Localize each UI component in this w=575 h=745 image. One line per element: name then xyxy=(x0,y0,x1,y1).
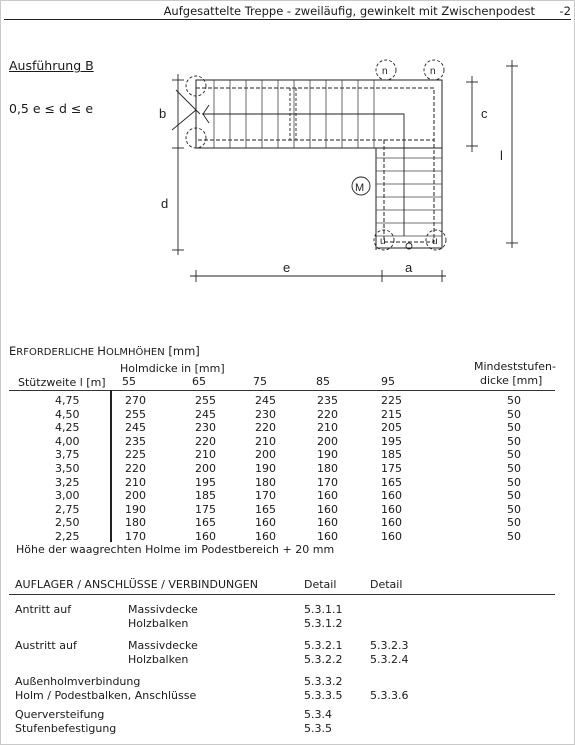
variant-condition: 0,5 e ≤ d ≤ e xyxy=(9,101,94,116)
row-cell: 170 xyxy=(255,489,276,503)
row-span: 2,50 xyxy=(55,516,80,530)
row-cell: 160 xyxy=(317,530,338,543)
row-cell: 160 xyxy=(381,530,402,543)
col-95: 95 xyxy=(381,375,395,388)
row-cell: 185 xyxy=(381,448,402,462)
row-cell: 190 xyxy=(317,448,338,462)
row-span: 4,50 xyxy=(55,407,80,421)
row-min: 50 xyxy=(507,502,521,516)
row-cell: 245 xyxy=(125,421,146,435)
row-cell: 160 xyxy=(255,530,276,543)
variant-title: Ausführung B xyxy=(9,58,94,73)
row-cell: 180 xyxy=(317,462,338,475)
col-65: 65 xyxy=(192,375,206,388)
row-cell: 160 xyxy=(317,489,338,503)
row-cell: 210 xyxy=(195,448,216,462)
holm-table-title: ERFORDERLICHE HOLMHÖHEN [mm] xyxy=(9,344,200,358)
row-cell: 210 xyxy=(255,434,276,448)
span-header: Stützweite l [m] xyxy=(18,376,106,389)
row-min: 50 xyxy=(507,394,521,407)
connection-d1: 5.3.3.5 xyxy=(304,689,343,702)
row-cell: 180 xyxy=(255,475,276,489)
row-cell: 175 xyxy=(195,502,216,516)
connection-d1: 5.3.2.2 xyxy=(304,653,343,666)
min-thickness-header-2: dicke [mm] xyxy=(480,374,543,387)
row-span: 3,75 xyxy=(55,448,80,462)
row-cell: 245 xyxy=(195,407,216,421)
row-cell: 160 xyxy=(317,502,338,516)
row-cell: 165 xyxy=(255,502,276,516)
row-span: 3,50 xyxy=(55,462,80,475)
table-footnote: Höhe der waagrechten Holme im Podestbereich + 20 mm xyxy=(16,543,335,556)
connection-d1: 5.3.3.2 xyxy=(304,675,343,688)
detail-header-2: Detail xyxy=(370,578,403,591)
row-span: 2,25 xyxy=(55,530,80,543)
connections-title: AUFLAGER / ANSCHLÜSSE / VERBINDUNGEN xyxy=(15,578,258,591)
row-min: 50 xyxy=(507,407,521,421)
row-cell: 255 xyxy=(195,394,216,407)
connection-sub: Holzbalken xyxy=(128,653,189,666)
connection-label: Austritt auf xyxy=(15,639,77,652)
connection-d2: 5.3.2.3 xyxy=(370,639,409,652)
row-min: 50 xyxy=(507,489,521,503)
connection-label: Außenholmverbindung xyxy=(15,675,141,688)
min-thickness-header-1: Mindeststufen- xyxy=(474,360,556,373)
stair-plan-drawing xyxy=(150,52,530,292)
col-85: 85 xyxy=(316,375,330,388)
row-min: 50 xyxy=(507,475,521,489)
row-min: 50 xyxy=(507,448,521,462)
row-cell: 160 xyxy=(381,502,402,516)
header-rule xyxy=(4,19,571,20)
label-c: c xyxy=(481,106,488,121)
connection-label: Querversteifung xyxy=(15,708,105,721)
row-cell: 160 xyxy=(381,489,402,503)
col-75: 75 xyxy=(253,375,267,388)
label-u1: u xyxy=(380,236,386,247)
connection-label: Stufenbefestigung xyxy=(15,722,117,735)
row-cell: 170 xyxy=(317,475,338,489)
row-min: 50 xyxy=(507,462,521,475)
row-cell: 160 xyxy=(317,516,338,530)
label-n1: n xyxy=(382,66,388,77)
page-number: -2 xyxy=(559,4,571,18)
row-cell: 235 xyxy=(125,434,146,448)
row-cell: 255 xyxy=(125,407,146,421)
connection-sub: Massivdecke xyxy=(128,603,198,616)
connections-rule xyxy=(9,594,555,595)
row-span: 4,75 xyxy=(55,394,80,407)
row-cell: 165 xyxy=(195,516,216,530)
label-u2: u xyxy=(432,236,438,247)
row-cell: 230 xyxy=(195,421,216,435)
row-cell: 235 xyxy=(317,394,338,407)
row-span: 3,00 xyxy=(55,489,80,503)
connection-d1: 5.3.5 xyxy=(304,722,332,735)
row-cell: 160 xyxy=(381,516,402,530)
row-min: 50 xyxy=(507,434,521,448)
label-d: d xyxy=(161,196,169,211)
table-vertical-rule xyxy=(110,390,112,542)
row-cell: 200 xyxy=(195,462,216,475)
row-cell: 215 xyxy=(381,407,402,421)
row-cell: 210 xyxy=(125,475,146,489)
connection-sub: Holzbalken xyxy=(128,617,189,630)
connection-label: Holm / Podestbalken, Anschlüsse xyxy=(15,689,197,702)
row-cell: 225 xyxy=(381,394,402,407)
row-cell: 190 xyxy=(255,462,276,475)
connection-d1: 5.3.1.2 xyxy=(304,617,343,630)
row-cell: 170 xyxy=(125,530,146,543)
label-m: M xyxy=(355,182,365,194)
row-cell: 180 xyxy=(125,516,146,530)
detail-header-1: Detail xyxy=(304,578,337,591)
row-span: 4,25 xyxy=(55,421,80,435)
row-min: 50 xyxy=(507,516,521,530)
row-cell: 195 xyxy=(381,434,402,448)
row-cell: 220 xyxy=(195,434,216,448)
row-cell: 220 xyxy=(125,462,146,475)
row-cell: 230 xyxy=(255,407,276,421)
label-l: l xyxy=(500,148,503,163)
connection-d2: 5.3.3.6 xyxy=(370,689,409,702)
row-cell: 160 xyxy=(195,530,216,543)
row-cell: 210 xyxy=(317,421,338,435)
row-cell: 165 xyxy=(381,475,402,489)
row-cell: 200 xyxy=(255,448,276,462)
label-n2: n xyxy=(430,66,436,77)
row-cell: 160 xyxy=(255,516,276,530)
row-span: 2,75 xyxy=(55,502,80,516)
row-span: 3,25 xyxy=(55,475,80,489)
row-cell: 200 xyxy=(317,434,338,448)
connection-d1: 5.3.2.1 xyxy=(304,639,343,652)
row-cell: 200 xyxy=(125,489,146,503)
row-cell: 220 xyxy=(255,421,276,435)
label-e: e xyxy=(283,260,291,275)
row-cell: 190 xyxy=(125,502,146,516)
table-header-rule xyxy=(9,390,555,391)
row-cell: 185 xyxy=(195,489,216,503)
row-cell: 245 xyxy=(255,394,276,407)
row-cell: 205 xyxy=(381,421,402,435)
connection-sub: Massivdecke xyxy=(128,639,198,652)
connection-d1: 5.3.4 xyxy=(304,708,332,721)
label-a: a xyxy=(405,260,413,275)
connection-d2: 5.3.2.4 xyxy=(370,653,409,666)
row-min: 50 xyxy=(507,421,521,435)
label-b: b xyxy=(159,106,167,121)
lower-flight-outline xyxy=(376,148,442,248)
col-55: 55 xyxy=(122,375,136,388)
row-span: 4,00 xyxy=(55,434,80,448)
header-title: Aufgesattelte Treppe - zweiläufig, gewinkelt mit Zwischenpodest xyxy=(163,4,535,18)
row-cell: 220 xyxy=(317,407,338,421)
row-cell: 175 xyxy=(381,462,402,475)
row-min: 50 xyxy=(507,530,521,543)
connection-d1: 5.3.1.1 xyxy=(304,603,343,616)
connection-label: Antritt auf xyxy=(15,603,72,616)
row-cell: 225 xyxy=(125,448,146,462)
row-cell: 195 xyxy=(195,475,216,489)
row-cell: 270 xyxy=(125,394,146,407)
thickness-header: Holmdicke in [mm] xyxy=(120,362,225,375)
